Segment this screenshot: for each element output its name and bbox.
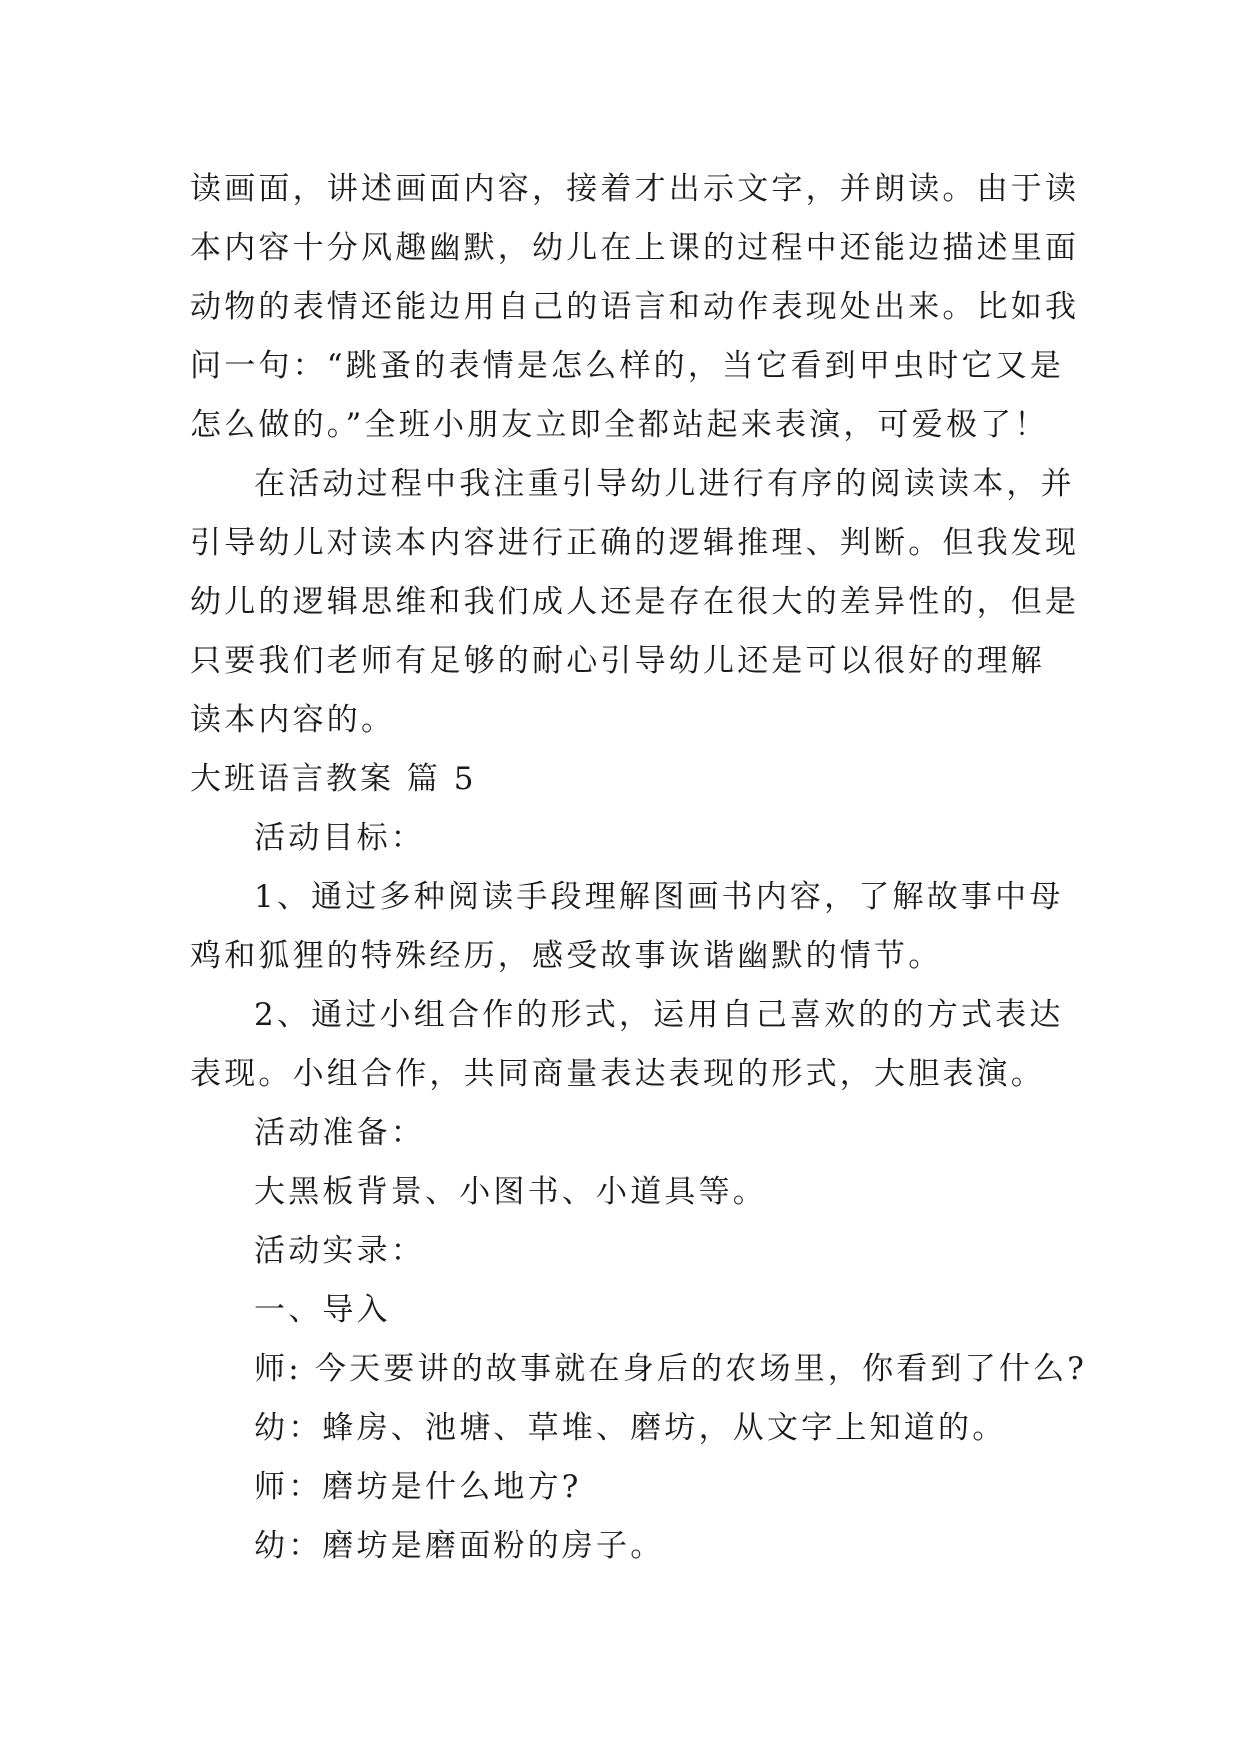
paragraph-line: 大黑板背景、小图书、小道具等。 <box>254 1174 767 1210</box>
paragraph-line: 读本内容的。 <box>190 702 396 738</box>
section-heading: 大班语言教案 篇 5 <box>190 761 477 797</box>
dialogue-line: 幼：磨坊是磨面粉的房子。 <box>254 1528 665 1564</box>
document-body <box>190 160 1088 1576</box>
paragraph-line: 问一句：“跳蚤的表情是怎么样的，当它看到甲虫时它又是 <box>190 348 1065 384</box>
paragraph-line: 2、通过小组合作的形式，运用自己喜欢的的方式表达 <box>254 997 1064 1033</box>
paragraph-line: 动物的表情还能边用自己的语言和动作表现处出来。比如我 <box>190 289 1080 325</box>
paragraph-line: 在活动过程中我注重引导幼儿进行有序的阅读读本，并 <box>254 466 1075 502</box>
subheading-activity-record: 活动实录： <box>254 1233 425 1269</box>
paragraph-line: 幼儿的逻辑思维和我们成人还是存在很大的差异性的，但是 <box>190 584 1080 620</box>
subheading-intro: 一、导入 <box>254 1292 391 1328</box>
paragraph-line: 本内容十分风趣幽默，幼儿在上课的过程中还能边描述里面 <box>190 230 1080 266</box>
dialogue-line: 师: 今天要讲的故事就在身后的农场里，你看到了什么? <box>254 1351 1088 1387</box>
subheading-activity-prep: 活动准备： <box>254 1115 425 1151</box>
paragraph-line: 只要我们老师有足够的耐心引导幼儿还是可以很好的理解 <box>190 643 1045 679</box>
paragraph-line: 表现。小组合作，共同商量表达表现的形式，大胆表演。 <box>190 1056 1045 1092</box>
paragraph-line: 1、通过多种阅读手段理解图画书内容，了解故事中母 <box>254 879 1064 915</box>
paragraph-line: 读画面，讲述画面内容，接着才出示文字，并朗读。由于读 <box>190 171 1080 207</box>
paragraph-line: 引导幼儿对读本内容进行正确的逻辑推理、判断。但我发现 <box>190 525 1080 561</box>
paragraph-line: 鸡和狐狸的特殊经历，感受故事诙谐幽默的情节。 <box>190 938 943 974</box>
dialogue-line: 师：磨坊是什么地方? <box>254 1469 582 1505</box>
dialogue-line: 幼：蜂房、池塘、草堆、磨坊，从文字上知道的。 <box>254 1410 1007 1446</box>
paragraph-line: 怎么做的。”全班小朋友立即全都站起来表演，可爱极了！ <box>190 407 1049 443</box>
subheading-activity-goals: 活动目标： <box>254 820 425 856</box>
